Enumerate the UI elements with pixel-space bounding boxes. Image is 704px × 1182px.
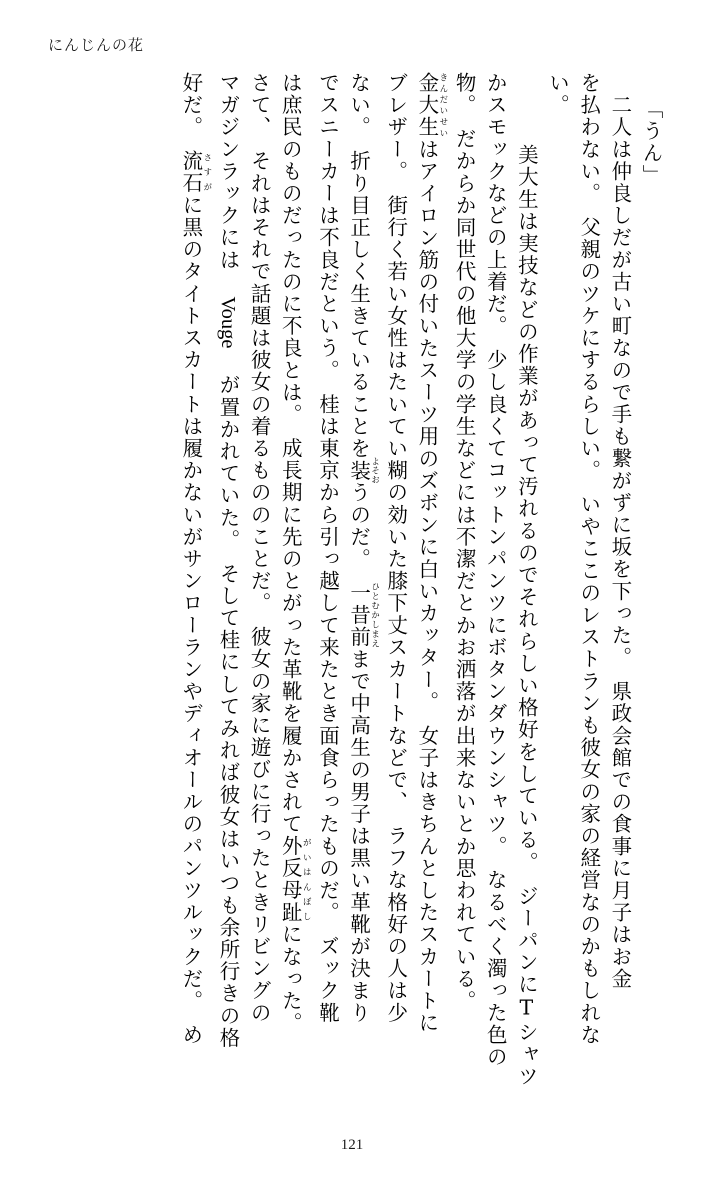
text-line: でスニーカーは不良だという。 桂は東京から引っ越して来たとき面食らったものだ。 ズック靴 (315, 72, 340, 1024)
running-head: にんじんの花 (48, 38, 145, 54)
text-line: 二人は仲良しだが古い町なので手も繋がずに坂を下った。 県政会館での食事に月子はお金 (607, 72, 632, 990)
text-line: ブレザー。 街行く若い女性はたいてい糊の効いた膝下丈スカートなどで、 ラフな格好の人は少 (383, 72, 408, 1024)
text-line: 好だ。 流石 さすがに黒のタイトスカートは履かないがサンローランやディオールのパンツルックだ。 め (178, 72, 212, 1047)
ruby-gaihanboshi: 外反母趾 がいはんぼし (278, 835, 312, 924)
magazine-title: Vouge (216, 296, 239, 349)
vertical-text-body (40, 72, 666, 1102)
ruby-sasuga: 流石 さすが (178, 150, 212, 195)
text-line: マガジンラックには Vouge が置かれていた。 そして桂にしてみれば彼女はいつも余所行きの格 (215, 72, 240, 1049)
text-line: 美大生は実技などの作業があって汚れるのでそれらしい格好をしている。 ジーパンにTシャツ (514, 122, 539, 1088)
text-line: さて、 それはそれで話題は彼女の着るもののことだ。 彼女の家に遊びに行ったときリビングの (247, 72, 272, 1024)
text-line: かスモックなどの上着だ。 少し良くてコットンパンツにボタンダウンシャツ。 なるべく濁った色の (483, 72, 508, 1069)
text-line: ない。 折り目正しく生きていることを装 よそおうのだ。 一昔前 ひとむかしまえまで中高生の男子は黒い革靴が決まり (346, 72, 380, 1024)
ruby-kindaisei: 金大生 きんだいせい (414, 72, 448, 139)
text-line: を払わない。 父親のツケにするらしい。 いやここのレストランも彼女の家の経営なのかもしれな (576, 72, 601, 1046)
text-line: は庶民のものだったのに不良とは。 成長期に先のとがった革靴を履かされて外反母趾 がいはんぼしになった。 (278, 72, 312, 1035)
page-number: 121 (340, 1137, 364, 1153)
text-line: 金大生 きんだいせいはアイロン筋の付いたスーツ用のズボンに白いカッター。 女子はきちんとしたスカートに (414, 72, 448, 1035)
text-line: い。 (545, 72, 570, 117)
ruby-hitomukashimae: 一昔前 ひとむかしまえ (346, 581, 380, 649)
text-line: 「うん」 (639, 98, 663, 187)
text-line: 物。 だからか同世代の他大学の学生などには不潔だとかお洒落が出来ないとか思われている。 (452, 72, 477, 1013)
ruby-yosoo: 装 よそお (346, 457, 380, 485)
